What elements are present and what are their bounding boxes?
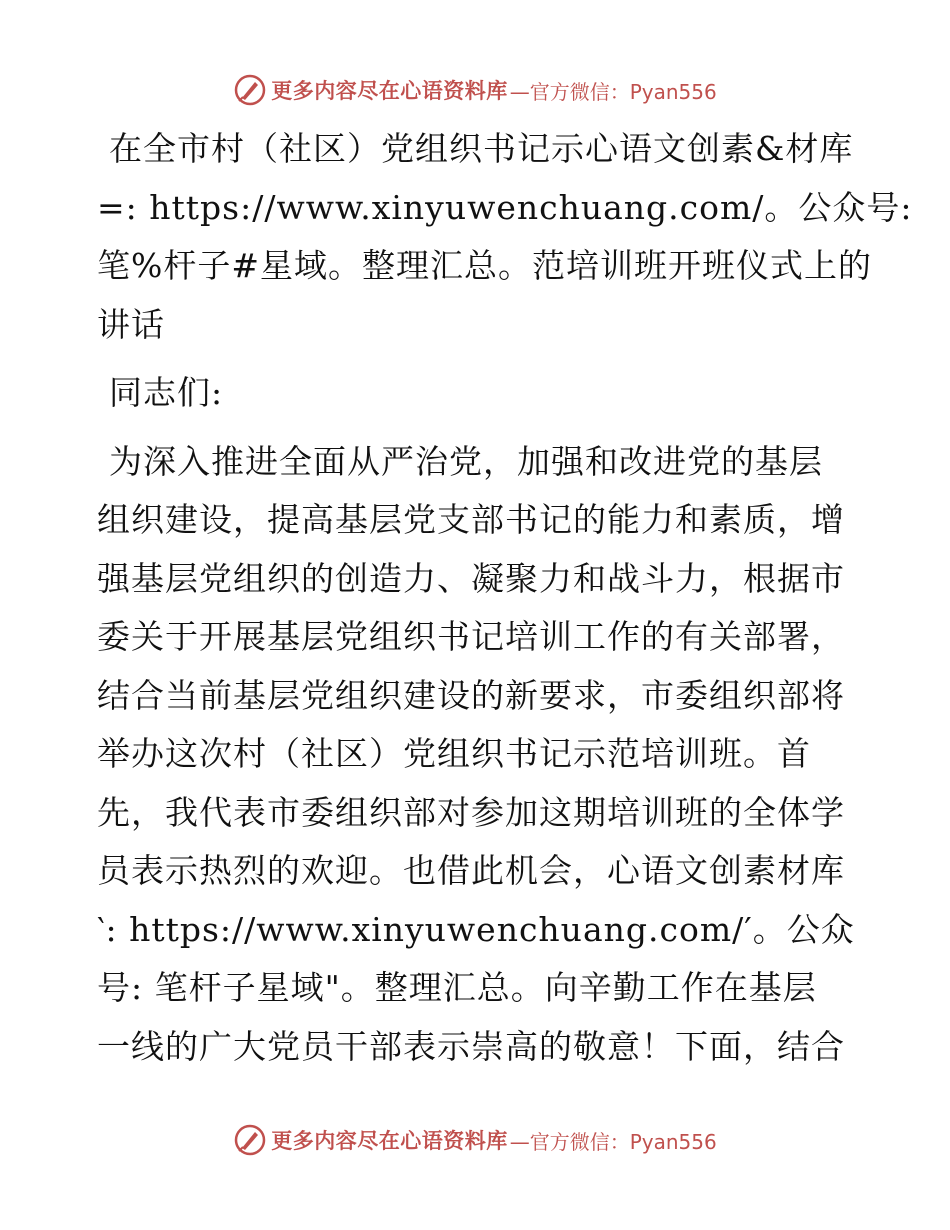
body-paragraph [97, 433, 857, 1077]
quill-logo-icon [233, 1123, 267, 1157]
title-line: 笔%杆子#星域。整理汇总。范培训班开班仪式上的 [97, 246, 873, 285]
document-title [97, 120, 913, 354]
body-line: 先，我代表市委组织部对参加这期培训班的全体学 [97, 792, 845, 832]
body-line: ‵: https://www.xinyuwenchuang.com/′。公众 [97, 909, 855, 949]
banner-text: 更多内容尽在心语资料库 [271, 78, 508, 103]
body-line: 组织建设，提高基层党支部书记的能力和素质，增 [97, 500, 845, 539]
footer-banner [0, 1120, 950, 1160]
body-line: 号: 笔杆子星域"。整理汇总。向辛勤工作在基层 [97, 968, 817, 1007]
title-line: 在全市村（社区）党组织书记示心语文创素&材库 [109, 129, 854, 168]
body-line: 委关于开展基层党组织书记培训工作的有关部署， [97, 617, 845, 656]
header-banner [0, 70, 950, 110]
banner-text: 更多内容尽在心语资料库 [271, 1128, 508, 1153]
document-body [97, 120, 913, 1076]
body-line: 员表示热烈的欢迎。也借此机会，心语文创素材库 [97, 851, 845, 890]
banner-wechat: —官方微信：Pyan556 [509, 1129, 717, 1154]
quill-logo-icon [233, 73, 267, 107]
title-line: =: https://www.xinyuwenchuang.com/。公众号: [97, 187, 913, 227]
body-line: 举办这次村（社区）党组织书记示范培训班。首 [97, 734, 811, 773]
body-line: 结合当前基层党组织建设的新要求，市委组织部将 [97, 675, 845, 715]
body-line: 为深入推进全面从严治党，加强和改进党的基层 [109, 441, 823, 481]
salutation-text: 同志们: [109, 373, 224, 412]
salutation [97, 364, 857, 423]
banner-wechat: —官方微信：Pyan556 [509, 79, 717, 104]
title-line: 讲话 [97, 304, 165, 344]
body-line: 一线的广大党员干部表示崇高的敬意！下面，结合 [97, 1026, 845, 1066]
body-line: 强基层党组织的创造力、凝聚力和战斗力，根据市 [97, 558, 845, 598]
